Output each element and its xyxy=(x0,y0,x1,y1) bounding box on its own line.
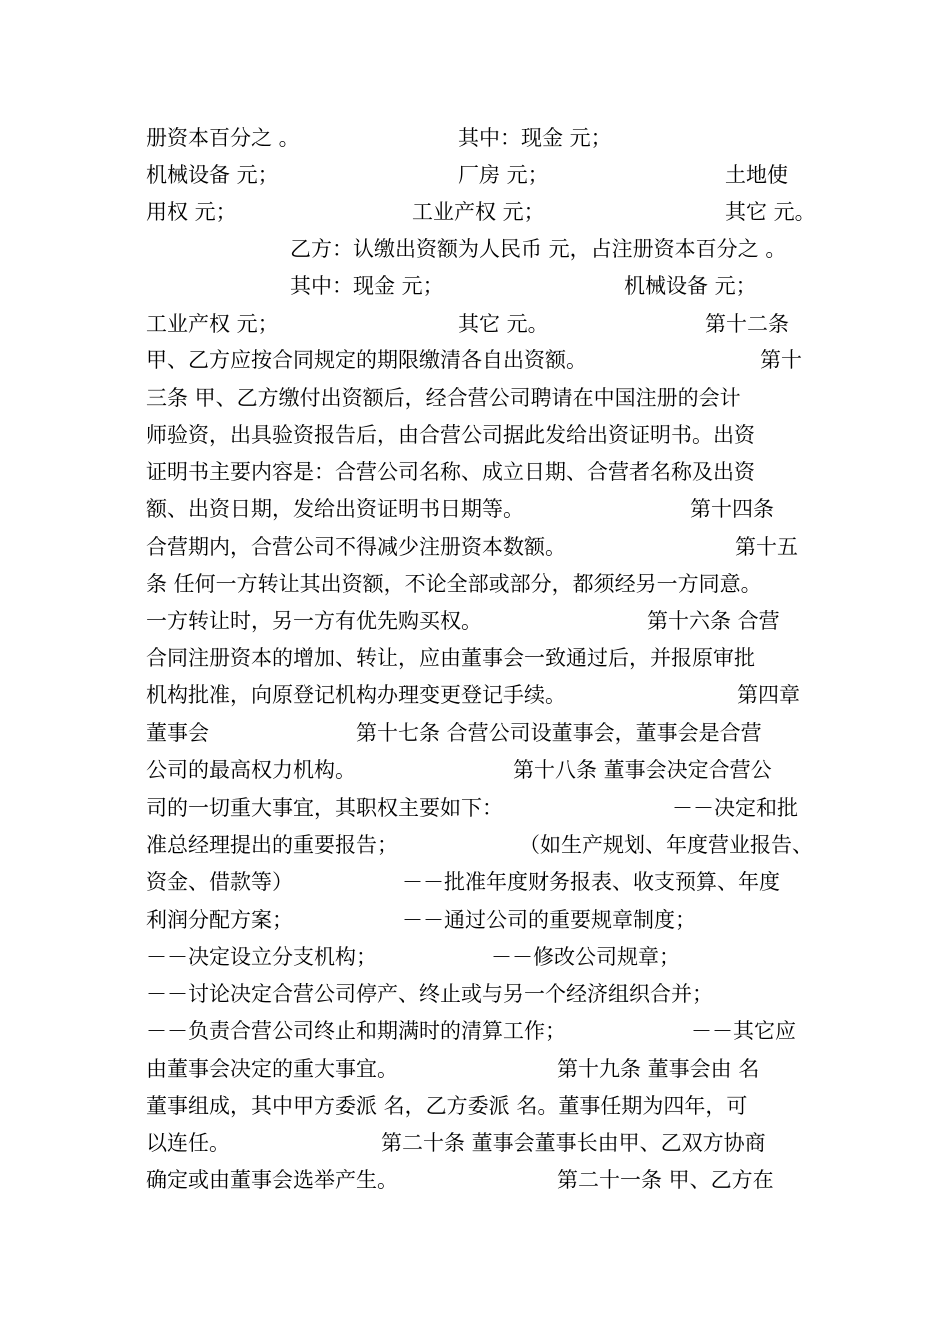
text-segment: 其它 元。 xyxy=(458,312,549,336)
text-line xyxy=(0,271,950,301)
text-segment: （如生产规划、年度营业报告、 xyxy=(519,833,813,857)
text-segment: 第十五 xyxy=(735,535,798,559)
text-segment: 准总经理提出的重要报告； xyxy=(146,833,398,857)
text-segment: 乙方：认缴出资额为人民币 元，占注册资本百分之 。 xyxy=(290,237,787,261)
text-segment: 工业产权 元； xyxy=(146,312,279,336)
text-segment: 第十 xyxy=(760,348,802,372)
text-segment: 董事组成，其中甲方委派 名，乙方委派 名。董事任期为四年，可 xyxy=(146,1094,748,1118)
text-line xyxy=(0,1091,950,1121)
text-line xyxy=(0,123,950,153)
text-line xyxy=(0,420,950,450)
text-line xyxy=(0,494,950,524)
text-segment: 司的一切重大事宜，其职权主要如下： xyxy=(146,796,503,820)
text-line xyxy=(0,383,950,413)
text-segment: 合营期内，合营公司不得减少注册资本数额。 xyxy=(146,535,566,559)
text-line xyxy=(0,942,950,972)
text-segment: 条 任何一方转让其出资额，不论全部或部分，都须经另一方同意。 xyxy=(146,572,762,596)
text-segment: 厂房 元； xyxy=(458,163,549,187)
text-segment: 用权 元； xyxy=(146,200,237,224)
text-segment: －－讨论决定合营公司停产、终止或与另一个经济组织合并； xyxy=(146,982,713,1006)
text-segment: 第二十条 董事会董事长由甲、乙双方协商 xyxy=(381,1131,766,1155)
text-line xyxy=(0,1054,950,1084)
text-segment: 第十六条 合营 xyxy=(647,609,780,633)
text-line xyxy=(0,755,950,785)
text-segment: 第十九条 董事会由 名 xyxy=(557,1057,760,1081)
text-line xyxy=(0,979,950,1009)
text-segment: 合同注册资本的增加、转让，应由董事会一致通过后，并报原审批 xyxy=(146,646,755,670)
text-segment: 第十四条 xyxy=(690,497,774,521)
text-segment: －－决定设立分支机构； xyxy=(146,945,377,969)
text-line xyxy=(0,680,950,710)
text-line xyxy=(0,1016,950,1046)
text-segment: 其中：现金 元； xyxy=(458,126,612,150)
text-segment: 机械设备 元； xyxy=(146,163,279,187)
text-line xyxy=(0,867,950,897)
text-line xyxy=(0,345,950,375)
text-segment: 以连任。 xyxy=(146,1131,230,1155)
text-segment: 第十八条 董事会决定合营公 xyxy=(513,758,772,782)
text-line xyxy=(0,457,950,487)
text-segment: 确定或由董事会选举产生。 xyxy=(146,1168,398,1192)
text-line xyxy=(0,718,950,748)
text-segment: 土地使 xyxy=(725,163,788,187)
text-segment: 资金、借款等） xyxy=(146,870,293,894)
text-segment: －－修改公司规章； xyxy=(491,945,680,969)
text-segment: 册资本百分之 。 xyxy=(146,126,300,150)
text-line xyxy=(0,643,950,673)
text-segment: 机械设备 元； xyxy=(624,274,757,298)
text-segment: 额、出资日期，发给出资证明书日期等。 xyxy=(146,497,524,521)
text-segment: 师验资，出具验资报告后，由合营公司据此发给出资证明书。出资 xyxy=(146,423,755,447)
text-segment: 由董事会决定的重大事宜。 xyxy=(146,1057,398,1081)
text-segment: 其中：现金 元； xyxy=(290,274,444,298)
text-segment: －－负责合营公司终止和期满时的清算工作； xyxy=(146,1019,566,1043)
text-segment: 工业产权 元； xyxy=(412,200,545,224)
text-line xyxy=(0,905,950,935)
text-segment: 第四章 xyxy=(737,683,800,707)
text-segment: －－其它应 xyxy=(691,1019,796,1043)
text-segment: 一方转让时，另一方有优先购买权。 xyxy=(146,609,482,633)
text-segment: 其它 元。 xyxy=(725,200,816,224)
text-line xyxy=(0,234,950,264)
text-segment: 第十七条 合营公司设董事会，董事会是合营 xyxy=(356,721,762,745)
text-line xyxy=(0,569,950,599)
text-line xyxy=(0,606,950,636)
text-segment: 证明书主要内容是：合营公司名称、成立日期、合营者名称及出资 xyxy=(146,460,755,484)
text-segment: －－批准年度财务报表、收支预算、年度 xyxy=(402,870,780,894)
text-line xyxy=(0,1165,950,1195)
text-line xyxy=(0,197,950,227)
text-segment: 公司的最高权力机构。 xyxy=(146,758,356,782)
text-segment: －－决定和批 xyxy=(672,796,798,820)
text-segment: 第十二条 xyxy=(705,312,789,336)
text-line xyxy=(0,793,950,823)
text-line xyxy=(0,160,950,190)
text-line xyxy=(0,532,950,562)
text-line xyxy=(0,309,950,339)
text-segment: 第二十一条 甲、乙方在 xyxy=(557,1168,774,1192)
text-segment: 董事会 xyxy=(146,721,209,745)
text-line xyxy=(0,830,950,860)
text-segment: －－通过公司的重要规章制度； xyxy=(402,908,696,932)
text-segment: 利润分配方案； xyxy=(146,908,293,932)
text-segment: 机构批准，向原登记机构办理变更登记手续。 xyxy=(146,683,566,707)
text-segment: 甲、乙方应按合同规定的期限缴清各自出资额。 xyxy=(146,348,587,372)
text-line xyxy=(0,1128,950,1158)
text-segment: 三条 甲、乙方缴付出资额后，经合营公司聘请在中国注册的会计 xyxy=(146,386,741,410)
